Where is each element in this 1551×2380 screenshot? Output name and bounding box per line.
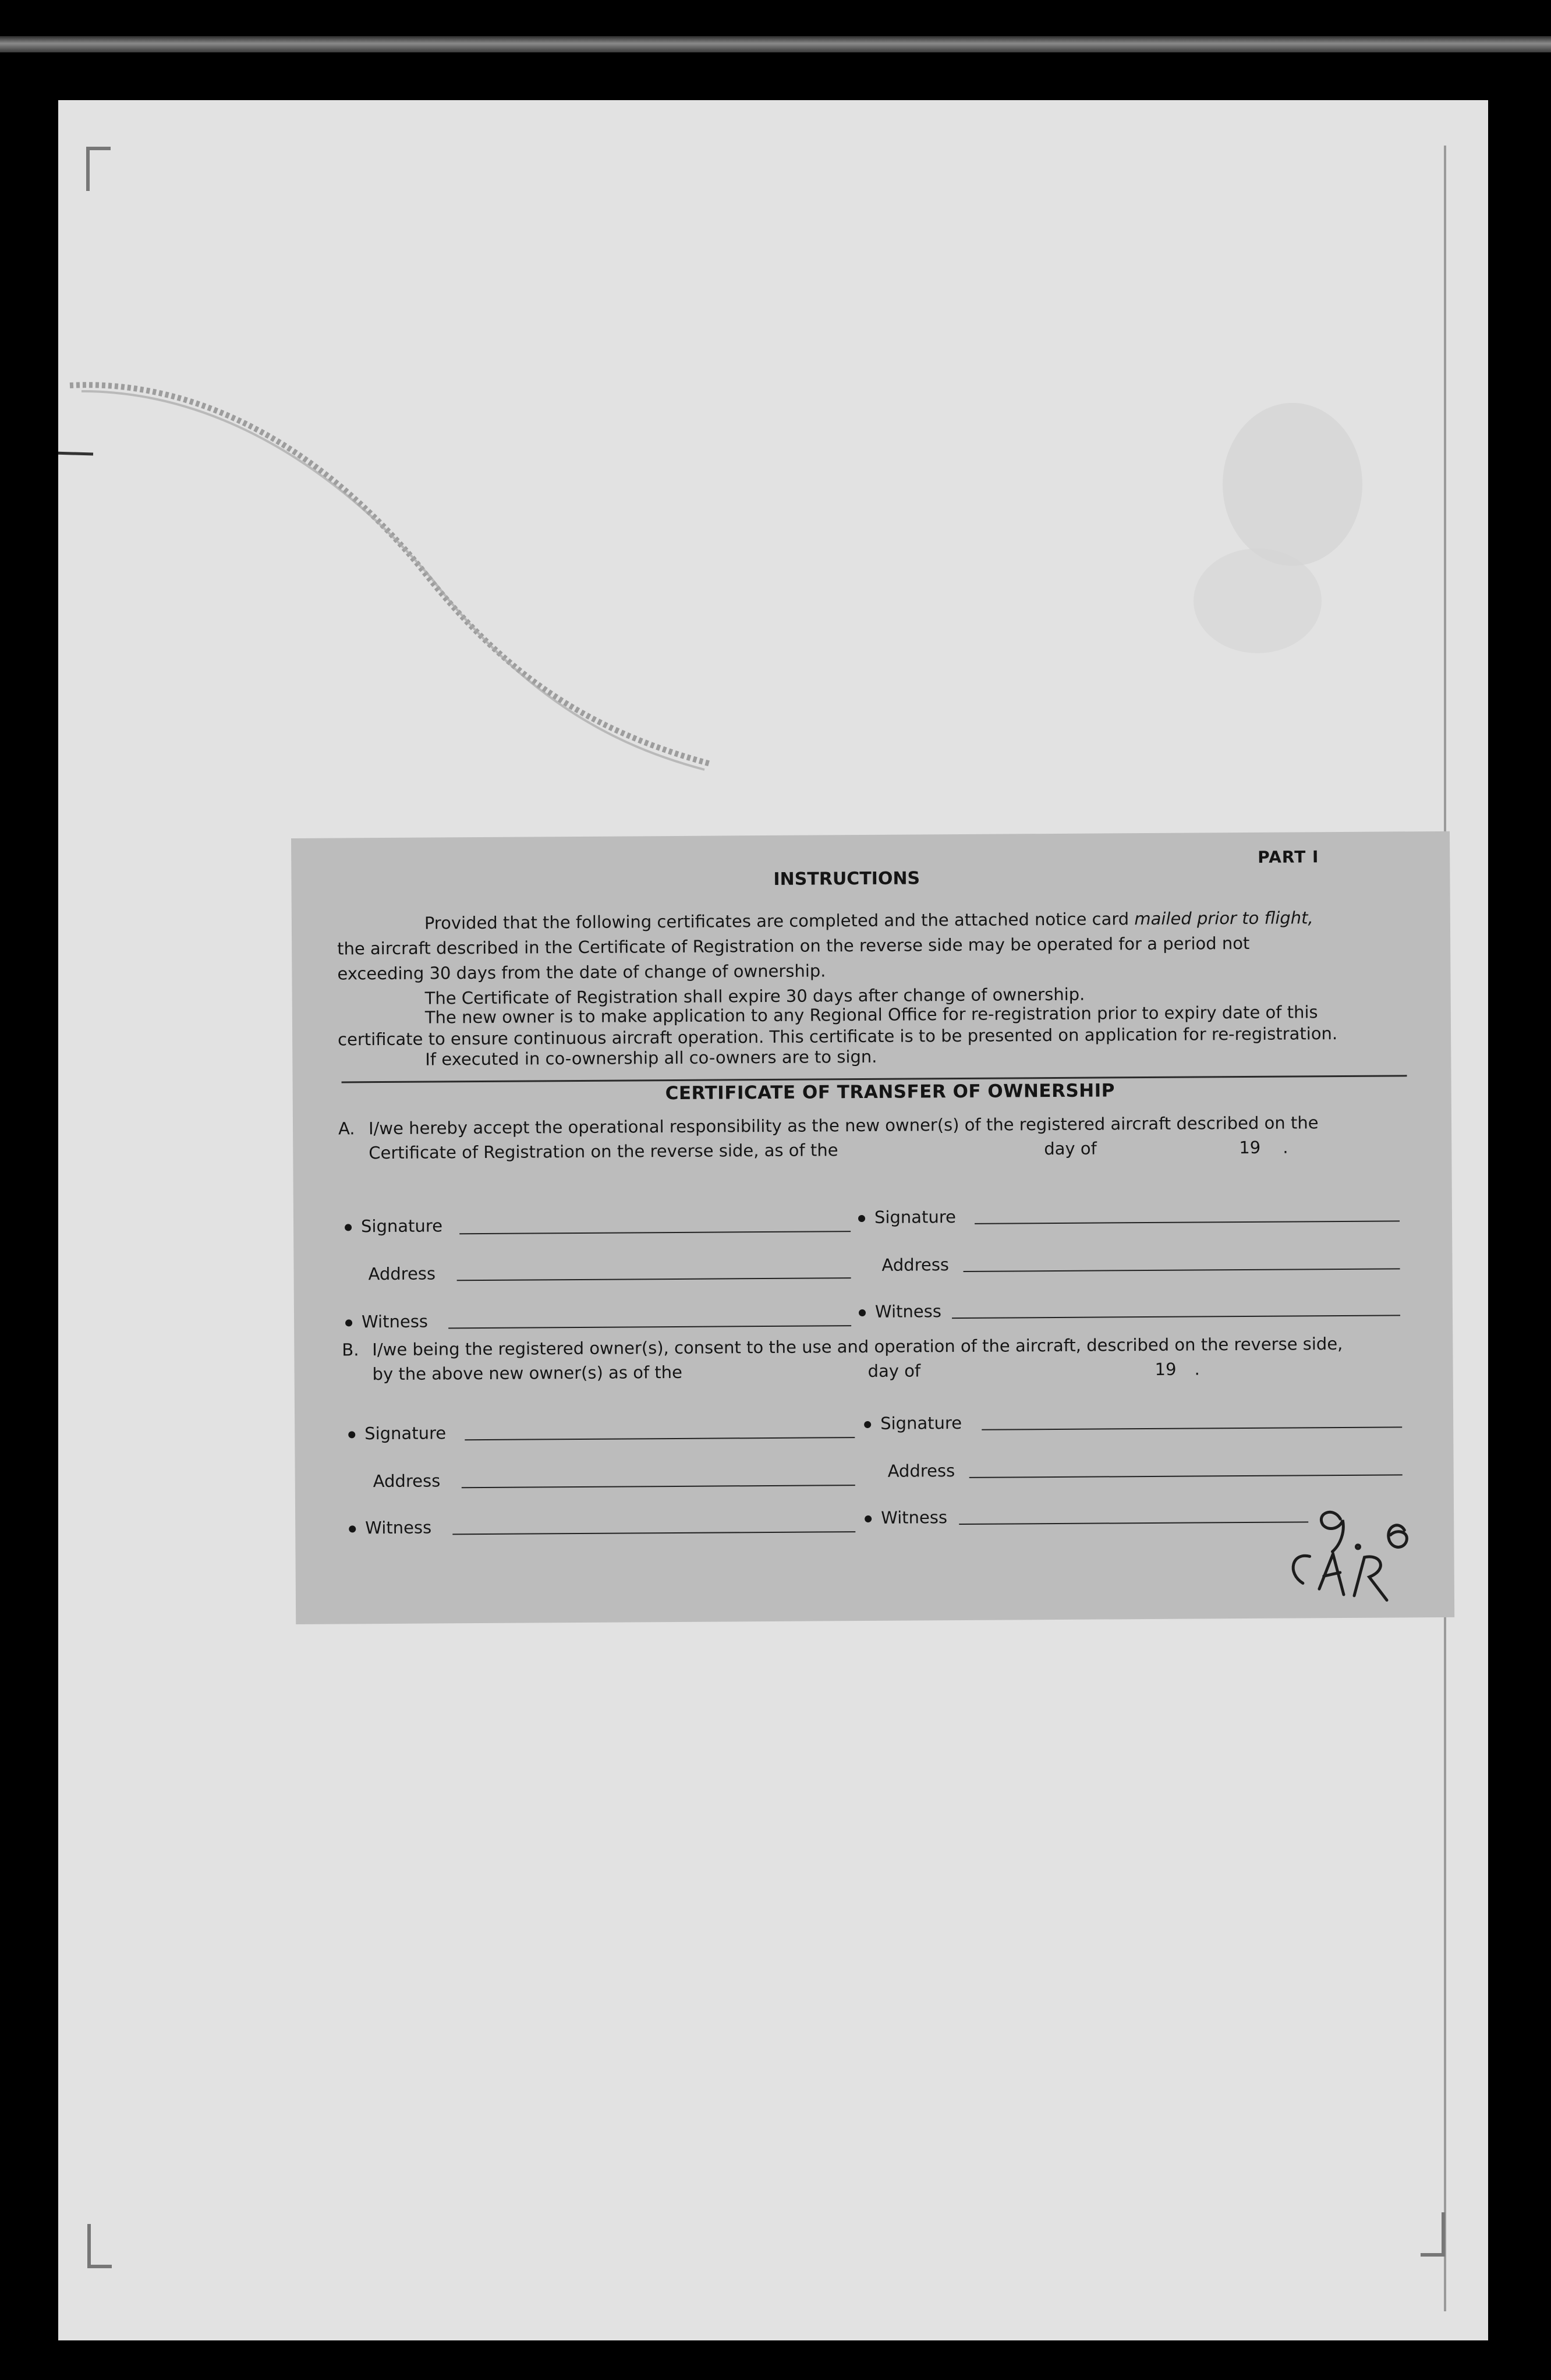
a-left-address-label: Address — [368, 1263, 436, 1284]
b-left-signature-field[interactable] — [465, 1437, 855, 1440]
bullet-icon — [348, 1431, 355, 1438]
section-a-letter: A. — [338, 1118, 355, 1139]
instructions-line-4: The Certificate of Registration shall expire 30 days after change of ownership. — [424, 984, 1085, 1008]
b-right-witness-label: Witness — [865, 1507, 947, 1528]
section-a-day-of: day of — [1044, 1138, 1097, 1159]
a-right-witness-field[interactable] — [952, 1315, 1400, 1319]
bullet-icon — [865, 1515, 872, 1522]
section-a-year: 19 — [1239, 1137, 1261, 1158]
section-b-day-of: day of — [867, 1361, 921, 1381]
instructions-text — [337, 905, 1404, 1072]
transfer-certificate-card — [291, 831, 1454, 1624]
a-right-address-label: Address — [881, 1255, 950, 1275]
instructions-line-7: If executed in co-ownership all co-owners are to sign. — [425, 1046, 877, 1069]
b-right-signature-field[interactable] — [982, 1426, 1402, 1430]
a-right-signature-label: Signature — [858, 1207, 956, 1227]
left-tick — [58, 453, 93, 454]
a-right-signature-field[interactable] — [975, 1220, 1400, 1224]
b-left-address-label: Address — [373, 1471, 441, 1492]
crease-mark — [70, 385, 710, 764]
section-b-period: . — [1194, 1359, 1200, 1379]
instructions-line-2: the aircraft described in the Certificate of Registration on the reverse side may be operated for a period not — [337, 933, 1250, 959]
section-b-letter: B. — [342, 1340, 359, 1360]
b-left-signature-label: Signature — [348, 1423, 446, 1443]
a-left-witness-field[interactable] — [448, 1325, 851, 1329]
instructions-line-6: certificate to ensure continuous aircraft operation. This certificate is to be presented on application for re-registration. — [338, 1023, 1338, 1050]
scan-border-strip — [0, 36, 1551, 52]
part-label: PART I — [1258, 847, 1319, 867]
a-left-signature-label: Signature — [345, 1216, 442, 1236]
a-left-address-field[interactable] — [457, 1277, 851, 1281]
instructions-heading: INSTRUCTIONS — [773, 868, 920, 890]
section-a-line-1: I/we hereby accept the operational responsibility as the new owner(s) of the registered aircraft described on the — [368, 1113, 1319, 1139]
b-right-address-field[interactable] — [969, 1474, 1403, 1478]
handwritten-note-9-6-car — [1285, 1495, 1437, 1613]
bullet-icon — [858, 1215, 865, 1222]
instructions-line-3: exceeding 30 days from the date of change of ownership. — [337, 961, 826, 984]
stain-right-lower — [1194, 548, 1322, 653]
b-right-signature-label: Signature — [864, 1413, 962, 1433]
b-left-witness-field[interactable] — [452, 1531, 855, 1535]
b-left-witness-label: Witness — [349, 1518, 431, 1538]
bullet-icon — [864, 1421, 871, 1428]
a-right-address-field[interactable] — [964, 1268, 1400, 1272]
section-b-line-1: I/we being the registered owner(s), consent to the use and operation of the aircraft, described on the reverse side, — [372, 1333, 1343, 1360]
stain-right — [1223, 403, 1362, 566]
b-left-address-field[interactable] — [462, 1485, 855, 1488]
bullet-icon — [345, 1319, 352, 1326]
section-a-line-2: Certificate of Registration on the reverse side, as of the — [369, 1140, 838, 1163]
a-right-witness-label: Witness — [859, 1301, 941, 1322]
a-left-signature-field[interactable] — [459, 1231, 851, 1234]
section-b-year: 19 — [1155, 1359, 1177, 1379]
bullet-icon — [859, 1309, 866, 1316]
b-right-witness-field[interactable] — [959, 1521, 1308, 1525]
bullet-icon — [345, 1224, 352, 1231]
instructions-emphasis: mailed prior to flight, — [1134, 908, 1313, 929]
section-a-period: . — [1283, 1137, 1288, 1157]
section-b-line-2: by the above new owner(s) as of the — [372, 1362, 683, 1384]
instructions-line-5: The new owner is to make application to any Regional Office for re-registration prior to expiry date of this — [424, 1002, 1318, 1028]
bullet-icon — [349, 1525, 356, 1532]
instructions-line-1: Provided that the following certificates are completed and the attached notice card mailed prior to flight, — [424, 908, 1313, 933]
b-right-address-label: Address — [887, 1461, 955, 1481]
a-left-witness-label: Witness — [345, 1312, 428, 1332]
crease-mark-inner — [82, 391, 704, 770]
certificate-title: CERTIFICATE OF TRANSFER OF OWNERSHIP — [665, 1080, 1116, 1104]
